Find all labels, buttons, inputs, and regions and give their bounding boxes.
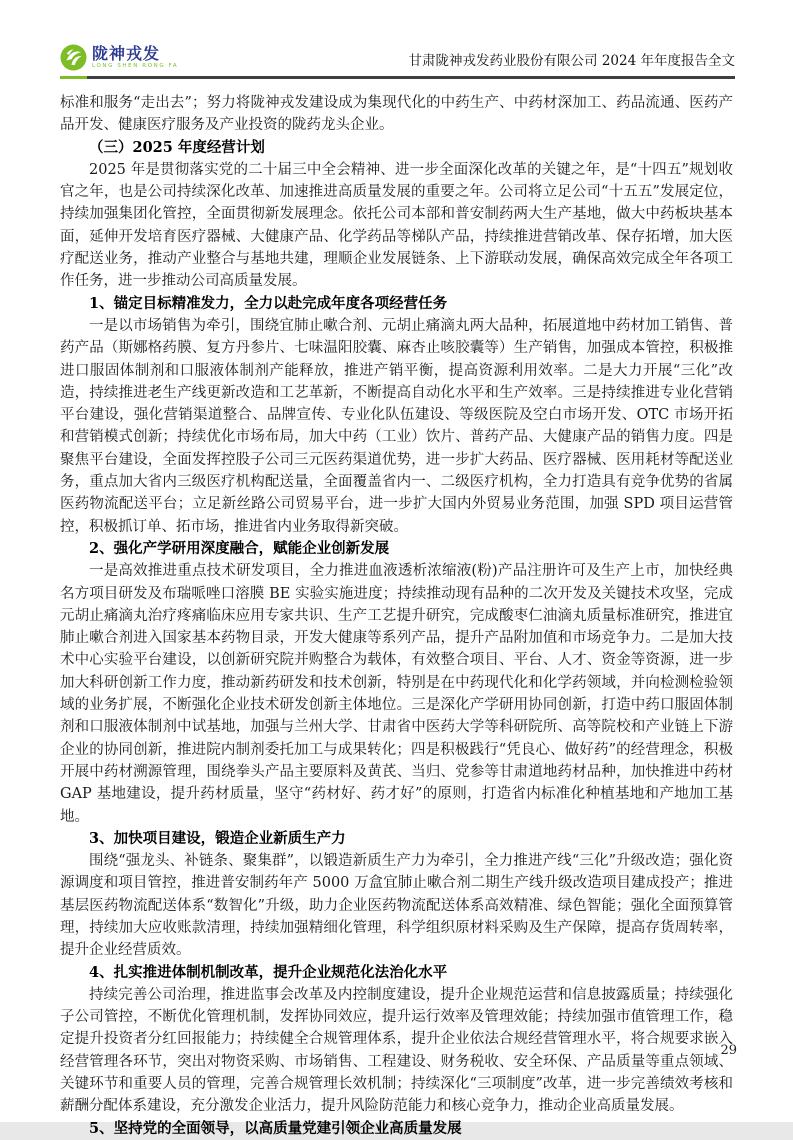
subsection-heading-5: 5、坚持党的全面领导，以高质量党建引领企业高质量发展 [89, 1119, 462, 1137]
logo-company-name: 陇神戎发 [92, 43, 161, 63]
longshen-logo-icon [60, 44, 87, 71]
subsection-heading-3: 3、加快项目建设，锻造企业新质生产力 [89, 829, 346, 847]
paragraph-task-3: 围绕“强龙头、补链条、聚集群”，以锻造新质生产力为牵引，全力推进产线“三化”升级改造；强化资源调度和项目管控，推进普安制药年产 5000 万盒宜肺止嗽合剂二期生产线升级改造项目建成投产；推进基层医药物流配送体系“数智化”升级，助力企业医药物流配送体系高效精准、绿色智能；强化全面预算管理，持续加大应收账款清理，持续加强精细化管理，科学组织原材料采购及生产保障，提高存货周转率，提升企业经营质效。 [60, 853, 733, 959]
header-divider [60, 76, 735, 79]
logo-company-name-en: LONG SHEN RONG FA [92, 62, 179, 69]
subsection-heading-1: 1、锚定目标精准发力，全力以赴完成年度各项经营任务 [89, 294, 448, 312]
paragraph-task-4: 持续完善公司治理，推进监事会改革及内控制度建设，提升企业规范运营和信息披露质量；持续强化子公司管控，不断优化管理机制，发挥协同效应，提升运行效率及管理效能；持续加强市值管理工作，稳定提升投资者分红回报能力；持续健全合规管理体系，提升企业依法合规经营管理水平，将合规要求嵌入经营管理各环节，突出对物资采购、市场销售、工程建设、财务税收、安全环保、产品质量等重点领域、关键环节和重要人员的管理，完善合规管理长效机制；持续深化“三项制度”改革，进一步完善绩效考核和薪酬分配体系建设，充分激发企业活力，提升风险防范能力和核心竞争力，推动企业高质量发展。 [60, 986, 733, 1115]
paragraph-task-1: 一是以市场销售为牵引，围绕宜肺止嗽合剂、元胡止痛滴丸两大品种，拓展道地中药材加工销售、普药产品（斯娜格药膜、复方丹参片、七味温阳胶囊、麻杏止咳胶囊等）生产销售，加强成本管控，积极推进口服固体制剂和口服液体制剂产能释放，推进产销平衡，提高资源利用效率。二是大力开展“三化”改造，持续推进老生产线更新改造和工艺革新，不断提高自动化水平和生产效率。三是持续推进专业化营销平台建设，强化营销渠道整合、品牌宣传、专业化队伍建设、等级医院及空白市场开发、OTC 市场开拓和营销模式创新；持续优化市场布局，加大中药（工业）饮片、普药产品、大健康产品的销售力度。四是聚焦平台建设，全面发挥控股子公司三元医药渠道优势，进一步扩大药品、医疗器械、医用耗材等配送业务，重点加大省内三级医疗机构配送量，全面覆盖省内一、二级医疗机构，全力打造具有竞争优势的省属医药物流配送平台；立足新丝路公司贸易平台，进一步扩大国内外贸易业务范围，加强 SPD 项目运营管控，积极抓订单、拓市场，推进省内业务取得新突破。 [60, 317, 733, 535]
company-logo [60, 44, 178, 71]
paragraph-task-2: 一是高效推进重点技术研发项目，全力推进血液透析浓缩液(粉)产品注册许可及生产上市，加快经典名方项目研发及布瑞哌唑口溶膜 BE 实验实施进度；持续推动现有品种的二次开发及关键技术攻坚，完成元胡止痛滴丸治疗疼痛临床应用专家共识、生产工艺提升研究，完成酸枣仁油滴丸质量标准研究，推进宜肺止嗽合剂进入国家基本药物目录，开发大健康等系列产品，提升产品附加值和市场竞争力。二是加大技术中心实验平台建设，以创新研究院并购整合为载体，有效整合项目、平台、人才、资金等资源，进一步加大科研创新工作力度，推动新药研发和技术创新，特别是在中药现代化和化学药领域，并向检测检验领域的业务扩展，不断强化企业技术研发创新主体地位。三是深化产学研用协同创新，打造中药口服固体制剂和口服液体制剂中试基地，加强与兰州大学、甘肃省中医药大学等科研院所、高等院校和产业链上下游企业的协同创新，推进院内制剂委托加工与成果转化；四是积极践行“凭良心、做好药”的经营理念，积极开展中药材溯源管理，围绕拳头产品主要原料及黄芪、当归、党参等甘肃道地药材品种，加快推进中药材 GAP 基地建设，提升药材质量，坚守“药材好、药才好”的原则，打造省内标准化种植基地和产地加工基地。 [60, 563, 733, 825]
section-heading-2025-plan: （三）2025 年度经营计划 [89, 138, 265, 156]
subsection-heading-2: 2、强化产学研用深度融合，赋能企业创新发展 [89, 539, 390, 557]
subsection-heading-4: 4、扎实推进体制机制改革，提升企业规范化法治化水平 [89, 963, 448, 981]
page-header [60, 44, 735, 79]
paragraph-continuation: 标准和服务“走出去”；努力将陇神戎发建设成为集现代化的中药生产、中药材深加工、药品流通、医药产品开发、健康医疗服务及产业投资的陇药龙头企业。 [60, 95, 733, 134]
page-number: 29 [720, 1043, 737, 1058]
header-divider-accent [60, 76, 87, 79]
paragraph-overview: 2025 年是贯彻落实党的二十届三中全会精神、进一步全面深化改革的关键之年，是“十四五”规划收官之年，也是公司持续深化改革、加速推进高质量发展的重要之年。公司将立足公司“十五五”发展定位，持续加强集团化管控，全面贯彻新发展理念。依托公司本部和普安制药两大生产基地，做大中药板块基本面，延伸开发培育医疗器械、大健康产品、化学药品等梯队产品，持续推进营销改革、保存拓增，加大医疗配送业务，推动产业整合与基地共建，理顺企业发展链条、上下游联动发展，确保高效完成全年各项工作任务，进一步推动公司高质量发展。 [60, 161, 733, 290]
report-title: 甘肃陇神戎发药业股份有限公司 2024 年年度报告全文 [408, 53, 735, 69]
report-body [60, 92, 733, 1140]
